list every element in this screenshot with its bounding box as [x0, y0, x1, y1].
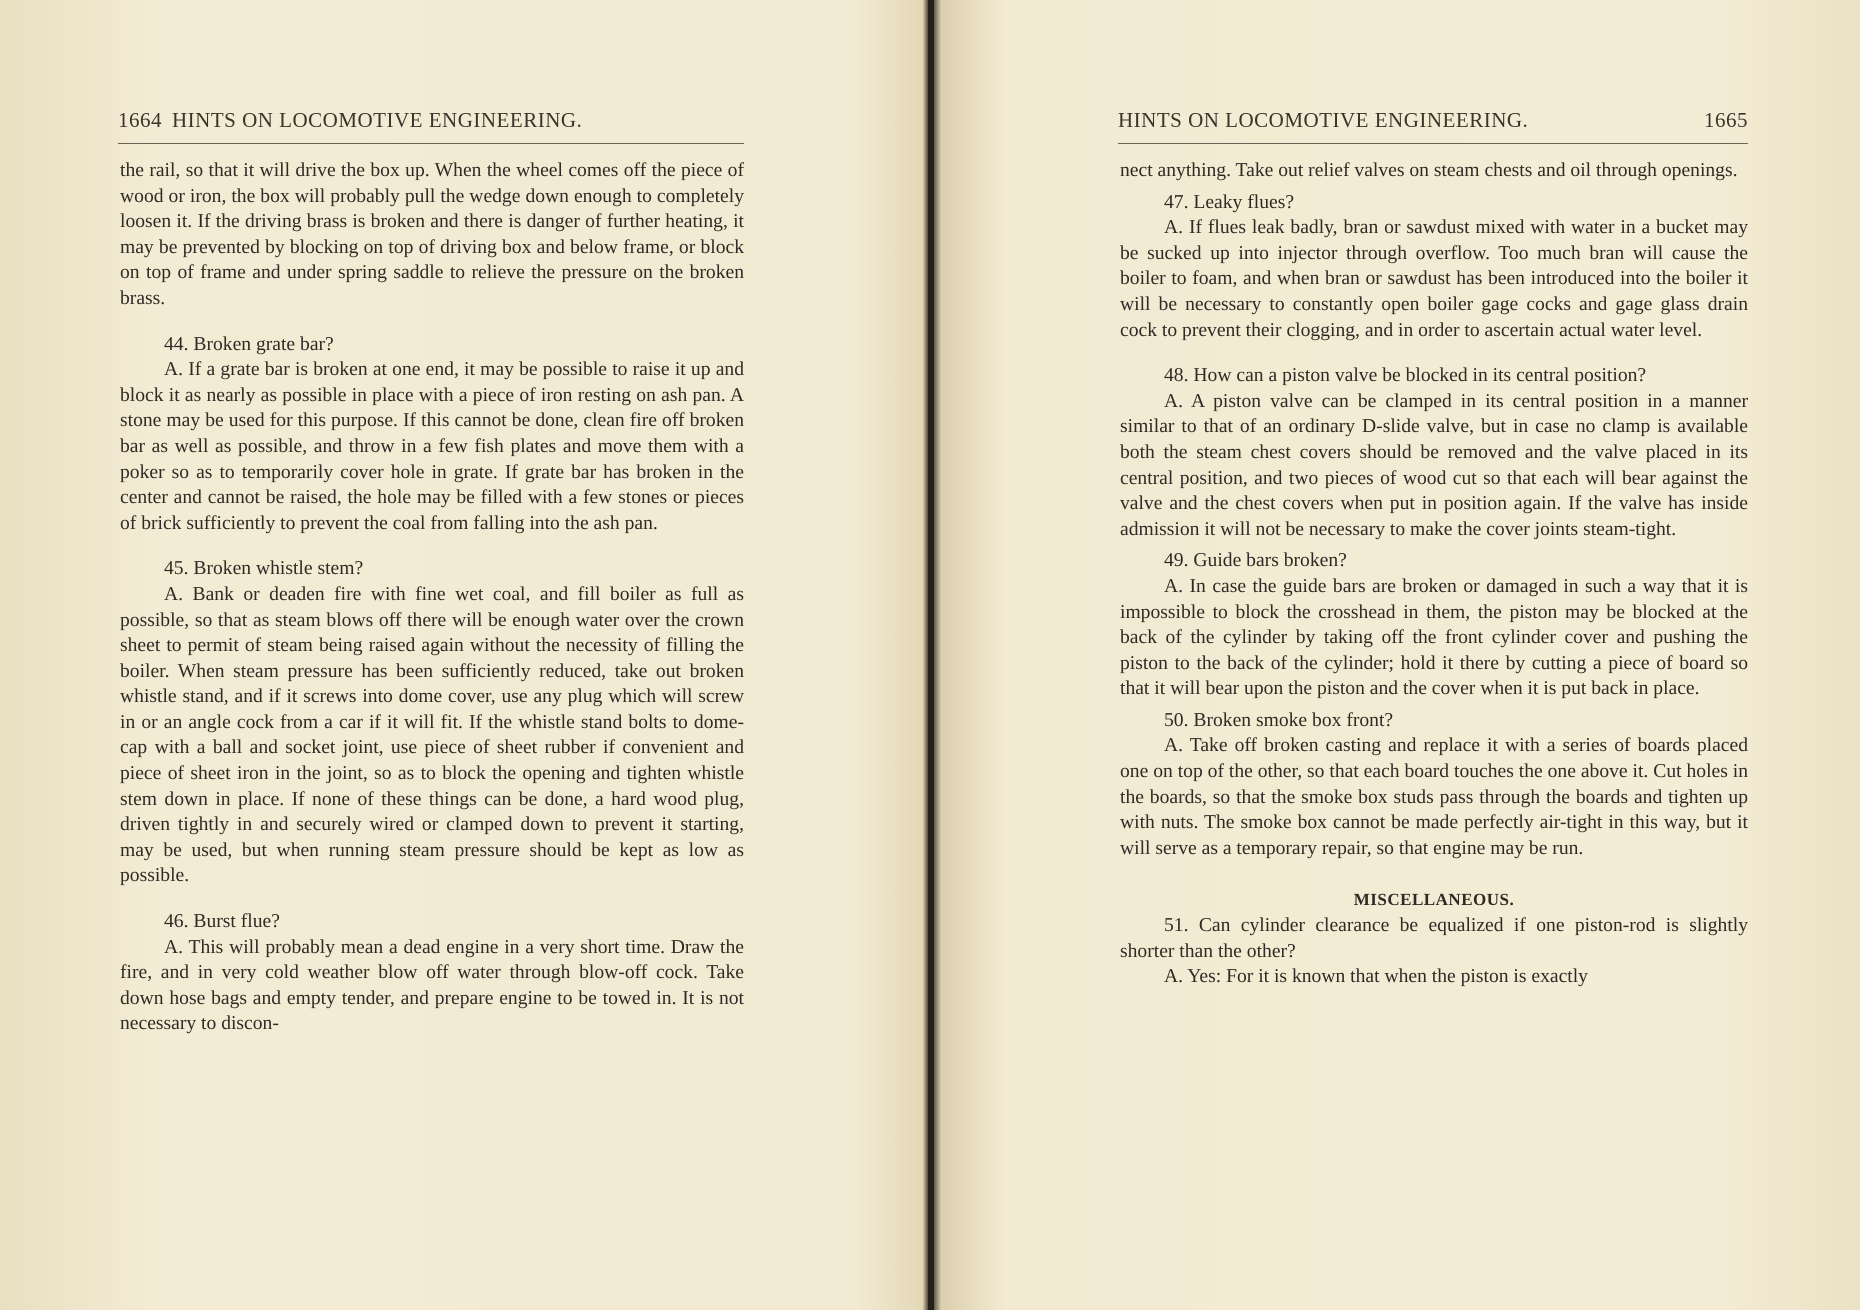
answer-44: A. If a grate bar is broken at one end, it may be possible to raise it up and block it as nearly as possible in place with a piece of iron resting on ash pan. A stone may be used for this purpose. If this cannot be done, clean fire off broken bar as well as possible, and throw in a few fish plates and move them with a poker so as to temporarily cover hole in grate. If grate bar has broken in the center and cannot be raised, the hole may be filled with a few stones or pieces of brick sufficiently to prevent the coal from falling into the ash pan. — [120, 359, 744, 534]
right-running-head: HINTS ON LOCOMOTIVE ENGINEERING. — [1118, 108, 1529, 132]
left-page-number: 1664 — [118, 108, 162, 132]
answer-47: A. If flues leak badly, bran or sawdust mixed with water in a bucket may be sucked up into injector through overflow. Too much bran will cause the boiler to foam, and when bran or sawdust has been introduced into the boiler it will be necessary to constantly open boiler gage cocks and gage glass drain cock to prevent their clogging, and in order to ascertain actual water level. — [1120, 217, 1748, 341]
question-49: 49. Guide bars broken? — [1164, 550, 1347, 572]
right-page-number: 1665 — [1704, 108, 1748, 132]
left-page-header — [118, 108, 744, 140]
answer-48: A. A piston valve can be clamped in its central position in a manner similar to that of an ordinary D-slide valve, but in case no clamp is available both the steam chest covers should be removed and the valve placed in its central position, and two pieces of wood cut so that each will bear against the valve and the chest covers when put in position again. If the valve has inside admission it will not be necessary to make the cover joints steam-tight. — [1120, 390, 1748, 540]
right-page — [930, 0, 1860, 1310]
question-48: 48. How can a piston valve be blocked in its central position? — [1164, 365, 1647, 387]
question-47: 47. Leaky flues? — [1164, 191, 1295, 213]
question-50: 50. Broken smoke box front? — [1164, 709, 1394, 731]
continuation-paragraph: nect anything. Take out relief valves on steam chests and oil through openings. — [1120, 160, 1738, 181]
answer-49: A. In case the guide bars are broken or damaged in such a way that it is impossible to block the crosshead in them, the piston may be blocked at the back of the cylinder by taking off the front cylinder cover and pushing the piston to the back of the cylinder; hold it there by cutting a piece of board so that it will bear upon the piston and the cover when it is put back in place. — [1120, 575, 1748, 700]
left-header-rule — [118, 143, 744, 144]
right-page-header — [1118, 108, 1748, 140]
left-running-head: HINTS ON LOCOMOTIVE ENGINEERING. — [172, 108, 583, 132]
question-44: 44. Broken grate bar? — [164, 333, 334, 355]
continuation-paragraph: the rail, so that it will drive the box up. When the wheel comes off the piece of wood or iron, the box will probably pull the wedge down enough to completely loosen it. If the driving brass is broken and there is danger of further heating, it may be prevented by blocking on top of driving box and below frame, or block on top of frame and under spring saddle to relieve the pressure on the broken brass. — [120, 160, 744, 309]
answer-50: A. Take off broken casting and replace it with a series of boards placed one on top of the other, so that each board touches the one above it. Cut holes in the boards, so that the smoke box studs pass through the boards and tighten up with nuts. The smoke box cannot be made perfectly air-tight in this way, but it will serve as a temporary repair, so that engine may be run. — [1120, 735, 1748, 859]
answer-51: A. Yes: For it is known that when the piston is exactly — [1164, 966, 1588, 988]
right-header-rule — [1118, 143, 1748, 144]
left-page-body — [120, 158, 744, 1037]
question-46: 46. Burst flue? — [164, 911, 280, 933]
answer-45: A. Bank or deaden fire with fine wet coal, and fill boiler as full as possible, so that as steam blows off there will be enough water over the crown sheet to permit of steam being raised again without the necessity of filling the boiler. When steam pressure has been sufficiently reduced, take out broken whistle stand, and if it screws into dome cover, use any plug which will screw in or an angle cock from a car if it will fit. If the whistle stand bolts to dome-cap with a ball and socket joint, use piece of sheet rubber if convenient and piece of sheet iron in the joint, so as to block the opening and tighten whistle stem down in place. If none of these things can be done, a hard wood plug, driven tightly in and securely wired or clamped down to prevent it starting, may be used, but when running steam pressure should be kept as low as possible. — [120, 583, 744, 887]
right-page-body — [1120, 158, 1748, 990]
question-45: 45. Broken whistle stem? — [164, 558, 364, 580]
question-51: 51. Can cylinder clearance be equalized if one piston-rod is slightly shorter than the other? — [1120, 915, 1748, 962]
answer-46: A. This will probably mean a dead engine in a very short time. Draw the fire, and in very cold weather blow off water through blow-off cock. Take down hose bags and empty tender, and prepare engine to be towed in. It is not necessary to discon- — [120, 936, 744, 1035]
section-heading-miscellaneous: MISCELLANEOUS. — [1353, 890, 1515, 910]
